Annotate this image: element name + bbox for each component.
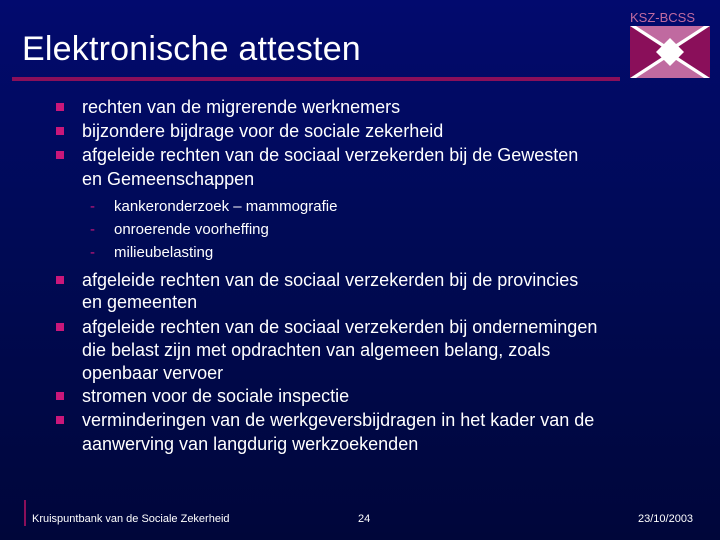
bullet-marker [56,276,64,284]
title-divider [12,77,620,81]
bullet-gewesten-continued: en Gemeenschappen [82,169,255,189]
bullet-ondernemingen-continued: die belast zijn met opdrachten van algemeen belang, zoals [82,340,551,360]
bullet-marker [56,416,64,424]
footer-divider [24,500,26,526]
bullet-migrerende-werknemers: rechten van de migrerende werknemers [82,97,401,117]
logo-text: KSZ-BCSS [630,10,696,25]
dash-marker: - [90,198,95,215]
bullet-provincies: afgeleide rechten van de sociaal verzekerden bij de provincies [82,270,579,290]
bullet-gewesten: afgeleide rechten van de sociaal verzekerden bij de Gewesten [82,145,579,165]
footer-page-number: 24 [358,513,371,525]
bullet-bijzondere-bijdrage: bijzondere bijdrage voor de sociale zekerheid [82,121,444,141]
footer-organization: Kruispuntbank van de Sociale Zekerheid [32,513,230,525]
bullet-sociale-inspectie: stromen voor de sociale inspectie [82,386,350,406]
bullet-marker [56,151,64,159]
bullet-werkgeversbijdragen-continued: aanwerving van langdurig werkzoekenden [82,434,419,454]
bullet-ondernemingen-continued: openbaar vervoer [82,363,224,383]
bullet-marker [56,127,64,135]
bullet-provincies-continued: en gemeenten [82,292,198,312]
subbullet-onroerende-voorheffing: onroerende voorheffing [114,221,269,238]
bullet-marker [56,103,64,111]
subbullet-milieubelasting: milieubelasting [114,244,214,261]
bullet-werkgeversbijdragen: verminderingen van de werkgeversbijdragen in het kader van de [82,410,595,430]
bullet-marker [56,323,64,331]
bullet-marker [56,392,64,400]
dash-marker: - [90,244,95,261]
ksz-bcss-logo-icon [622,8,718,84]
dash-marker: - [90,221,95,238]
footer-date: 23/10/2003 [638,513,694,525]
bullet-ondernemingen: afgeleide rechten van de sociaal verzekerden bij ondernemingen [82,317,598,337]
subbullet-kankeronderzoek: kankeronderzoek – mammografie [114,198,338,215]
slide-title: Elektronische attesten [22,30,361,68]
